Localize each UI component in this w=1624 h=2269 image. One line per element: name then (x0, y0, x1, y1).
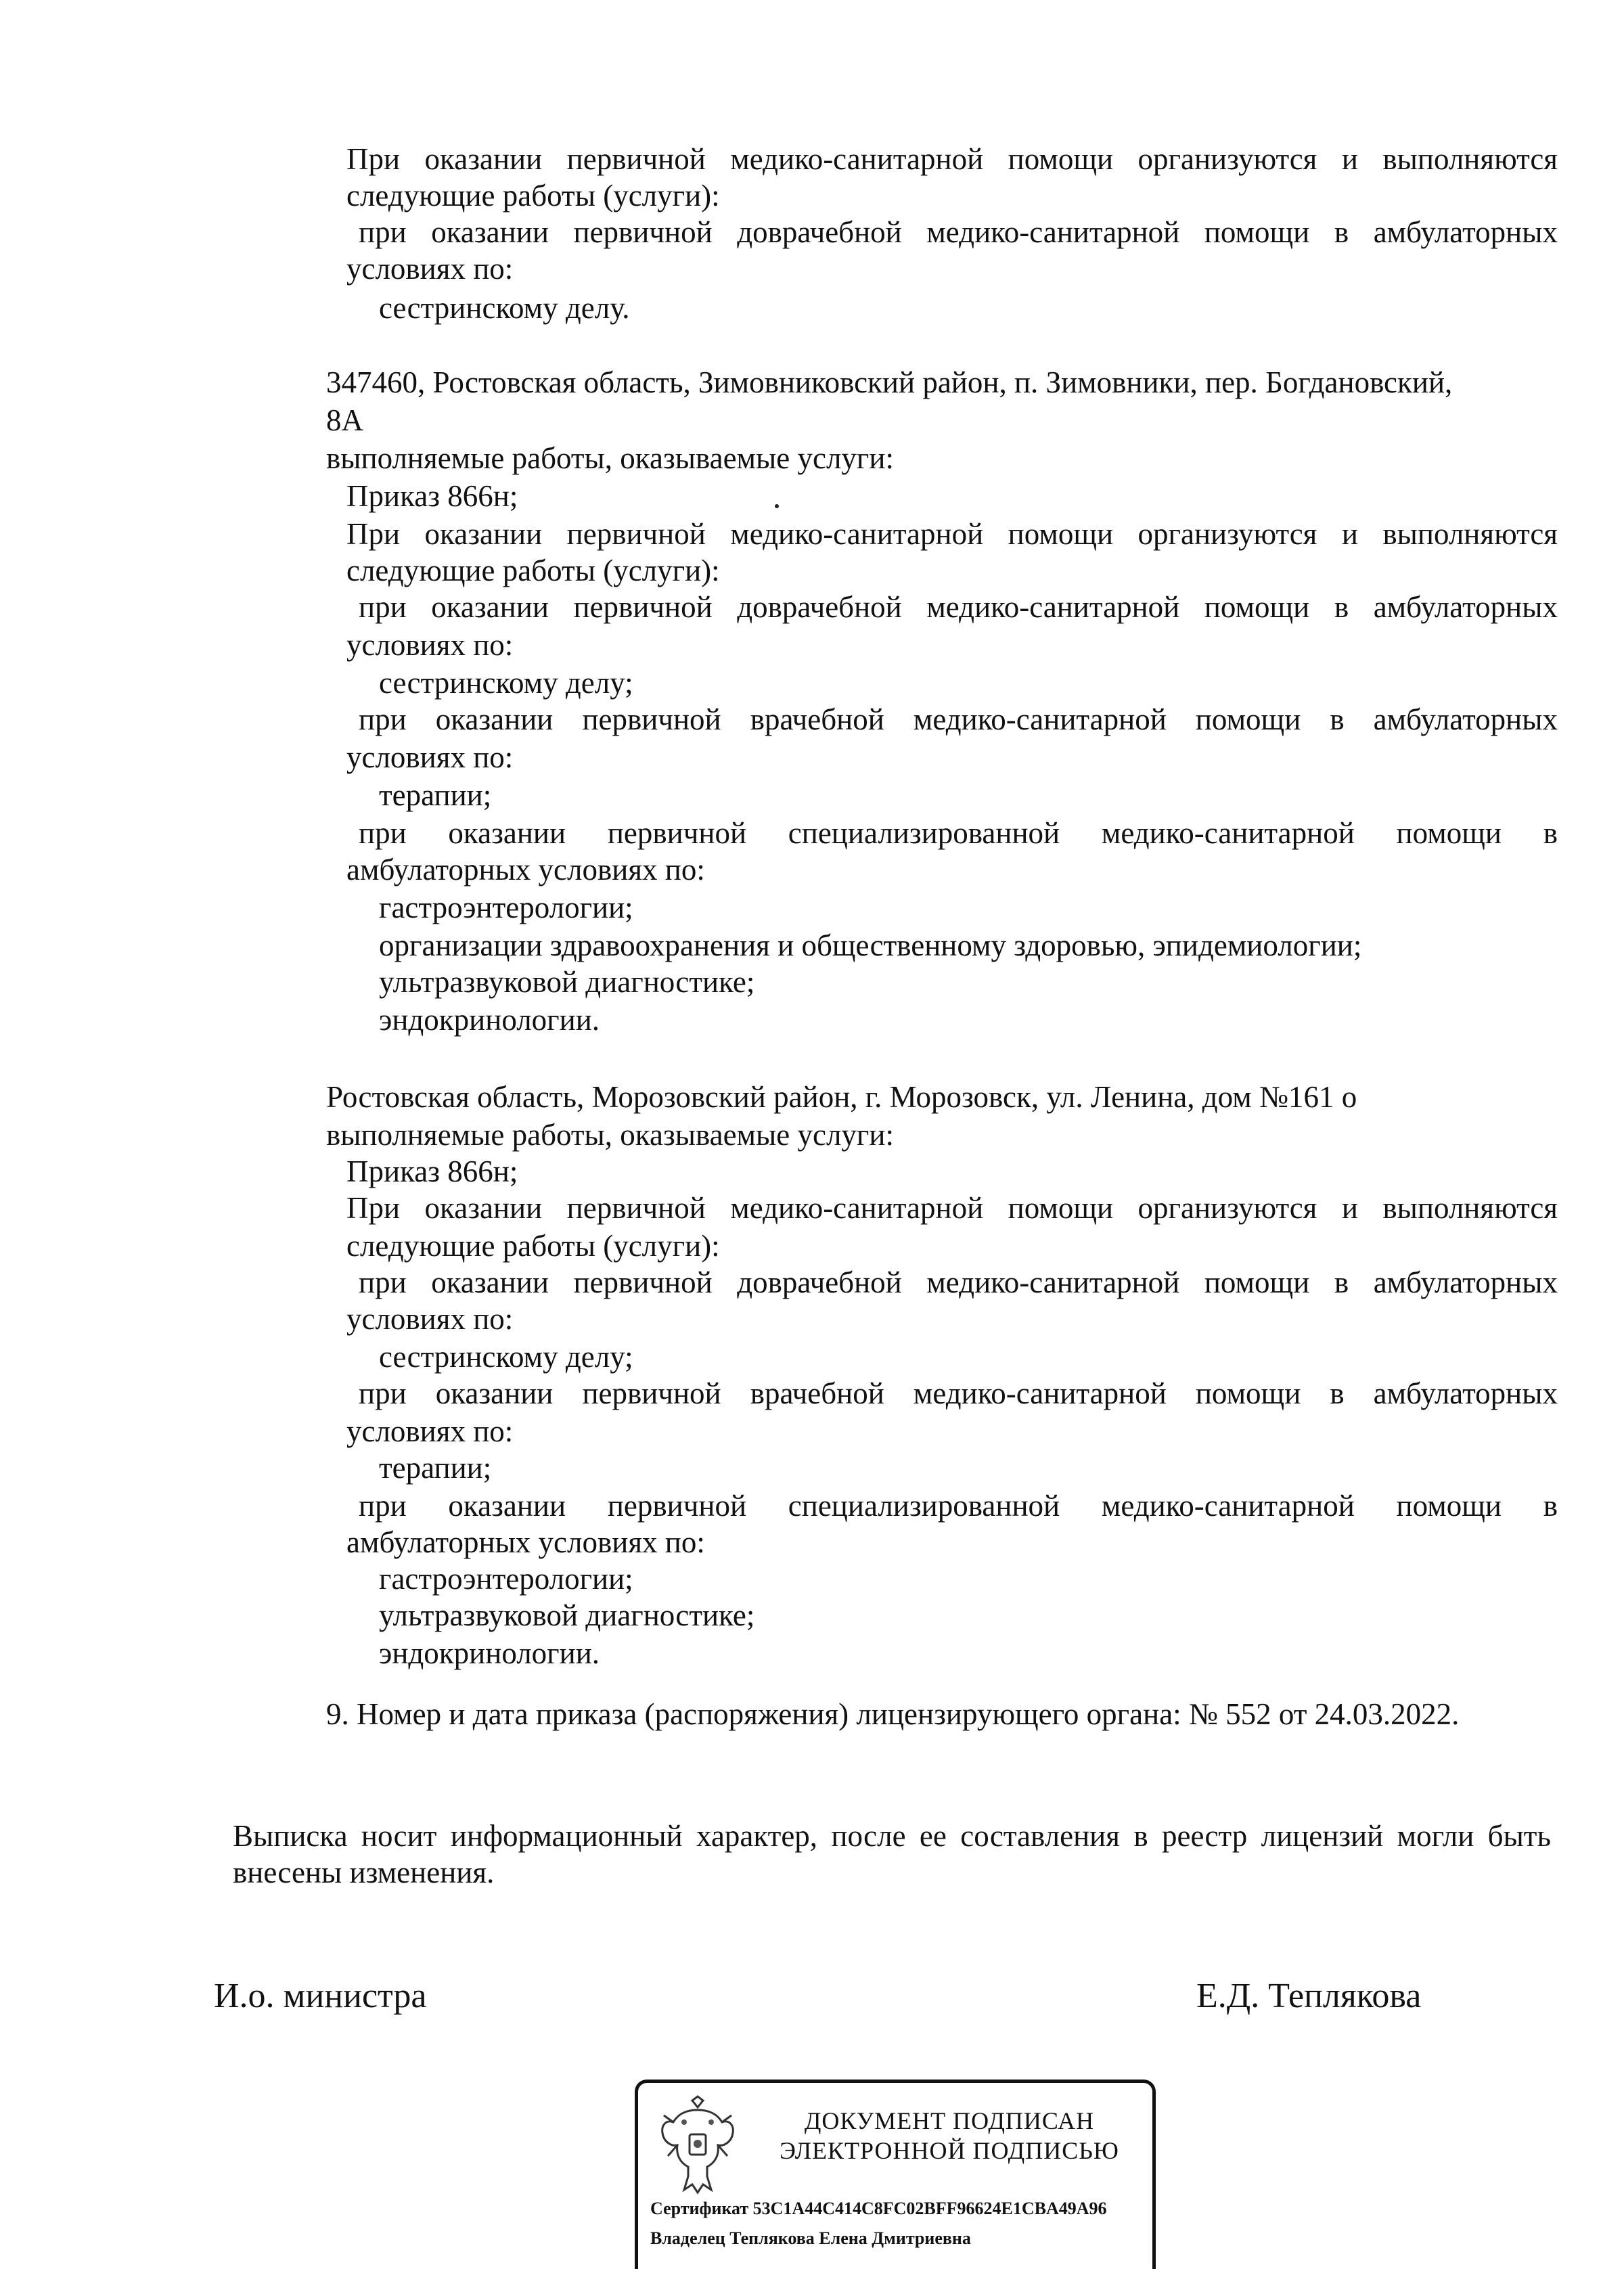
stamp-title-line: ДОКУМЕНТ ПОДПИСАН (804, 2107, 1095, 2134)
list-item: ультразвуковой диагностике; (379, 965, 755, 999)
informational-note (233, 1818, 1551, 1891)
text-line: условиях по: (346, 1414, 514, 1448)
list-item: эндокринологии. (379, 1636, 600, 1670)
list-item: терапии; (379, 778, 492, 812)
electronic-signature-stamp (635, 2080, 1156, 2269)
note-line: Выписка носит информационный характер, после ее составления в реестр лицензий могли быть (233, 1819, 1551, 1853)
list-item: сестринскому делу; (379, 666, 633, 700)
list-item: гастроэнтерологии; (379, 1562, 633, 1596)
text-line: амбулаторных условиях по: (346, 853, 705, 886)
address-line: Ростовская область, Морозовский район, г. Морозовск, ул. Ленина, дом №161 о (326, 1080, 1357, 1114)
certificate-number: Сертификат 53C1A44C414C8FC02BFF96624E1CBA49A96 (650, 2199, 1107, 2218)
text-line: при оказании первичной врачебной медико-санитарной помощи в амбулаторных (359, 702, 1558, 736)
list-item: организации здравоохранения и общественному здоровью, эпидемиологии; (379, 928, 1362, 962)
text-line: следующие работы (услуги): (346, 554, 720, 587)
text-line: условиях по: (346, 1302, 514, 1336)
list-item: гастроэнтерологии; (379, 891, 633, 924)
scan-speck (775, 504, 779, 508)
signatory-position: И.о. министра (214, 1977, 427, 2015)
certificate-owner: Владелец Теплякова Елена Дмитриевна (650, 2228, 971, 2248)
list-item: эндокринологии. (379, 1003, 600, 1037)
list-item: сестринскому делу. (379, 291, 630, 325)
russian-coat-of-arms-icon (657, 2095, 738, 2197)
works-label: выполняемые работы, оказываемые услуги: (326, 441, 894, 475)
order-reference: Приказ 866н; (346, 1154, 518, 1188)
text-line: при оказании первичной доврачебной медико-санитарной помощи в амбулаторных (359, 1265, 1558, 1299)
address-line: 8А (326, 403, 363, 437)
text-line: при оказании первичной специализированной медико-санитарной помощи в (359, 1489, 1558, 1523)
stamp-title (773, 2106, 1125, 2165)
list-item: терапии; (379, 1451, 492, 1485)
order-reference: Приказ 866н; (346, 479, 518, 513)
text-line: следующие работы (услуги): (346, 179, 720, 212)
list-item: ультразвуковой диагностике; (379, 1598, 755, 1632)
text-line: При оказании первичной медико-санитарной помощи организуются и выполняются (346, 517, 1558, 551)
text-line: При оказании первичной медико-санитарной помощи организуются и выполняются (346, 1191, 1558, 1225)
text-line: при оказании первичной специализированной медико-санитарной помощи в (359, 816, 1558, 850)
text-line: При оказании первичной медико-санитарной помощи организуются и выполняются (346, 142, 1558, 176)
signatory-name: Е.Д. Теплякова (1196, 1977, 1422, 2015)
text-line: следующие работы (услуги): (346, 1229, 720, 1263)
stamp-title-line: ЭЛЕКТРОННОЙ ПОДПИСЬЮ (780, 2137, 1119, 2164)
works-label: выполняемые работы, оказываемые услуги: (326, 1118, 894, 1152)
text-line: условиях по: (346, 740, 514, 774)
text-line: при оказании первичной доврачебной медико-санитарной помощи в амбулаторных (359, 590, 1558, 624)
text-line: амбулаторных условиях по: (346, 1525, 705, 1559)
address-line: 347460, Ростовская область, Зимовниковский район, п. Зимовники, пер. Богдановский, (326, 365, 1453, 399)
text-line: при оказании первичной врачебной медико-санитарной помощи в амбулаторных (359, 1376, 1558, 1410)
text-line: условиях по: (346, 628, 514, 662)
text-line: при оказании первичной доврачебной медико-санитарной помощи в амбулаторных (359, 215, 1558, 249)
text-line: условиях по: (346, 252, 514, 286)
list-item: сестринскому делу; (379, 1340, 633, 1374)
note-line: внесены изменения. (233, 1856, 495, 1889)
order-number-line: 9. Номер и дата приказа (распоряжения) лицензирующего органа: № 552 от 24.03.2022. (326, 1697, 1460, 1731)
